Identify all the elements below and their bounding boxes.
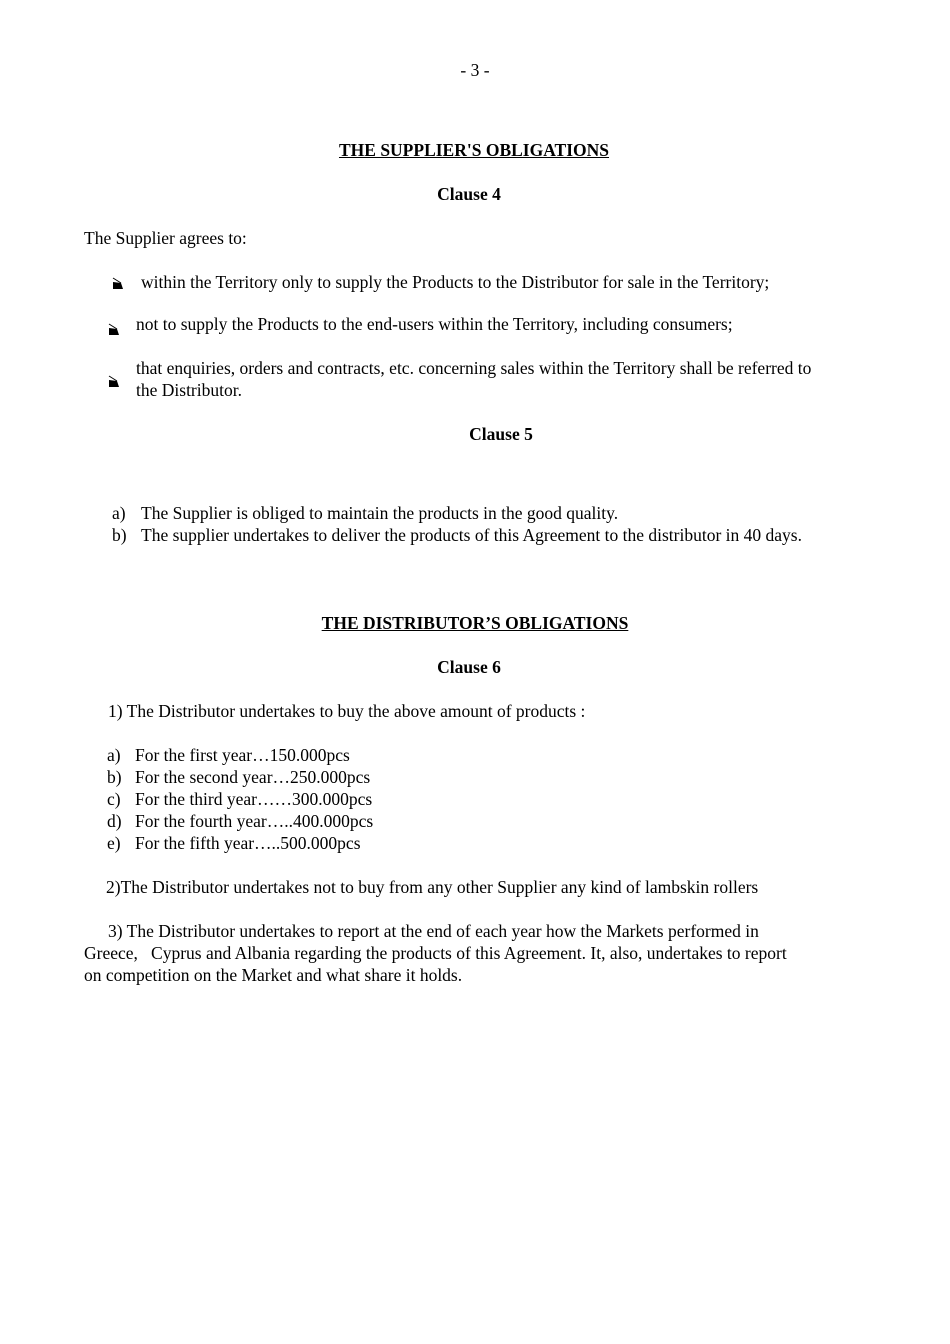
list-marker: c): [107, 789, 121, 809]
list-marker: b): [112, 525, 127, 545]
bullet-item-continued: the Distributor.: [136, 380, 242, 400]
bullet-item: not to supply the Products to the end-users within the Territory, including consumers;: [136, 314, 733, 334]
list-marker: a): [107, 745, 121, 765]
list-item: For the first year…150.000pcs: [135, 745, 350, 765]
list-marker: e): [107, 833, 121, 853]
list-item: The Supplier is obliged to maintain the products in the good quality.: [141, 503, 619, 523]
paragraph-3-line: Greece, Cyprus and Albania regarding the products of this Agreement. It, also, undertakes to report: [84, 943, 787, 963]
list-item: For the third year……300.000pcs: [135, 789, 373, 809]
clause-6-heading: Clause 6: [437, 657, 501, 677]
list-marker: d): [107, 811, 122, 831]
supplier-heading: THE SUPPLIER'S OBLIGATIONS: [338, 140, 610, 160]
list-item: For the second year…250.000pcs: [135, 767, 371, 787]
distributor-heading: THE DISTRIBUTOR’S OBLIGATIONS: [321, 613, 629, 633]
bullet-icon: [112, 277, 124, 289]
supplier-intro: The Supplier agrees to:: [84, 228, 247, 248]
bullet-item: within the Territory only to supply the Products to the Distributor for sale in the Territory;: [141, 272, 770, 292]
bullet-icon: [108, 323, 120, 335]
paragraph-2: 2)The Distributor undertakes not to buy from any other Supplier any kind of lambskin rollers: [106, 877, 759, 897]
list-marker: a): [112, 503, 126, 523]
bullet-icon: [108, 375, 120, 387]
clause-4-heading: Clause 4: [437, 184, 501, 204]
page-number: - 3 -: [460, 60, 490, 80]
list-item: For the fourth year…..400.000pcs: [135, 811, 374, 831]
list-item: The supplier undertakes to deliver the products of this Agreement to the distributor in 40 days.: [141, 525, 802, 545]
list-marker: b): [107, 767, 122, 787]
clause-5-heading: Clause 5: [469, 424, 533, 444]
bullet-item: that enquiries, orders and contracts, etc. concerning sales within the Territory shall be referred to: [136, 358, 812, 378]
paragraph-1: 1) The Distributor undertakes to buy the above amount of products :: [108, 701, 586, 721]
paragraph-3-line: 3) The Distributor undertakes to report at the end of each year how the Markets performed in: [108, 921, 759, 941]
paragraph-3-line: on competition on the Market and what share it holds.: [84, 965, 463, 985]
list-item: For the fifth year…..500.000pcs: [135, 833, 361, 853]
